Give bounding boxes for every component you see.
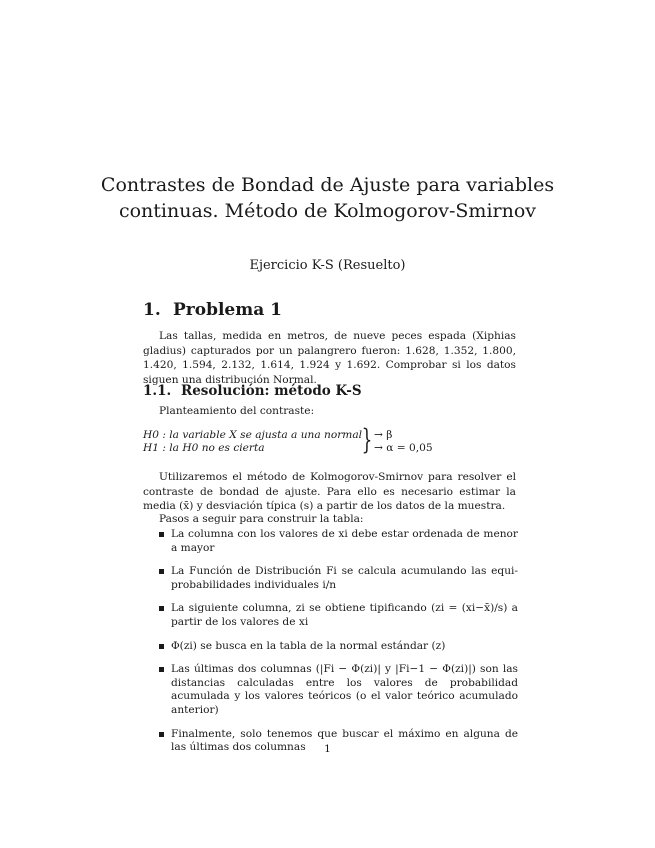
bullet-icon — [159, 644, 164, 649]
list-item — [143, 640, 518, 654]
bullet-icon — [159, 569, 164, 574]
problem-statement: Las tallas, medida en metros, de nueve peces espada (Xiphias gladius) capturados por un palangrero fueron: 1.628, 1.352, 1.800, 1.420, 1.594, 2.132, 1.614, 1.924 y 1.692. Comprobar si los datos siguen una distribución Normal. — [143, 330, 516, 386]
list-item-text: La siguiente columna, zi se obtiene tipificando (zi = (xi−x̄)/s) a partir de los valores de xi — [171, 602, 518, 628]
list-item-text: Las últimas dos columnas (|Fi − Φ(zi)| y |Fi−1 − Φ(zi)|) son las distancias calculadas entre los valores de probabilidad acumulada y los valores teóricos (o el valor teórico acumulado anterior) — [171, 663, 518, 716]
method-paragraph: Utilizaremos el método de Kolmogorov-Smirnov para resolver el contraste de bondad de ajuste. Para ello es necesario estimar la media (x̄) y desviación típica (s) a partir de los datos de la muestra. — [143, 471, 516, 513]
list-item-text: Φ(zi) se busca en la tabla de la normal estándar (z) — [171, 639, 446, 652]
list-item — [143, 565, 518, 592]
document-subtitle: Ejercicio K-S (Resuelto) — [249, 258, 406, 273]
title-line-1: Contrastes de Bondad de Ajuste para variables — [100, 174, 555, 196]
bullet-icon — [159, 532, 164, 537]
brace-symbol: } — [361, 423, 373, 456]
section-1-1-title: Resolución: método K-S — [181, 383, 362, 399]
document-title — [100, 172, 555, 224]
section-1-1-heading — [143, 383, 362, 399]
section-1-1-number: 1.1. — [143, 383, 172, 399]
list-item — [143, 663, 518, 717]
alternative-hypothesis: H1 : la H0 no es cierta — [143, 442, 265, 454]
steps-list — [143, 528, 518, 765]
page-number: 1 — [324, 743, 331, 755]
title-line-2: continuas. Método de Kolmogorov-Smirnov — [118, 200, 537, 222]
null-hypothesis: H0 : la variable X se ajusta a una normal — [143, 429, 363, 441]
list-item-text: La Función de Distribución Fi se calcula acumulando las equi-probabilidades individuales i/n — [171, 565, 518, 591]
pasos-label: Pasos a seguir para construir la tabla: — [159, 513, 364, 525]
list-item-text: La columna con los valores de xi debe estar ordenada de menor a mayor — [171, 528, 518, 554]
planteamiento-label: Planteamiento del contraste: — [159, 405, 315, 417]
list-item-text: Finalmente, solo tenemos que buscar el máximo en alguna de las últimas dos columnas — [171, 727, 518, 754]
list-item — [143, 602, 518, 629]
section-1-title: Problema 1 — [173, 300, 282, 320]
bullet-icon — [159, 732, 164, 737]
alpha-arrow: → α = 0,05 — [374, 442, 433, 454]
beta-arrow: → β — [374, 429, 393, 441]
section-1-number: 1. — [143, 300, 161, 320]
bullet-icon — [159, 667, 164, 672]
list-item — [143, 528, 518, 555]
section-1-heading — [143, 300, 282, 320]
bullet-icon — [159, 606, 164, 611]
